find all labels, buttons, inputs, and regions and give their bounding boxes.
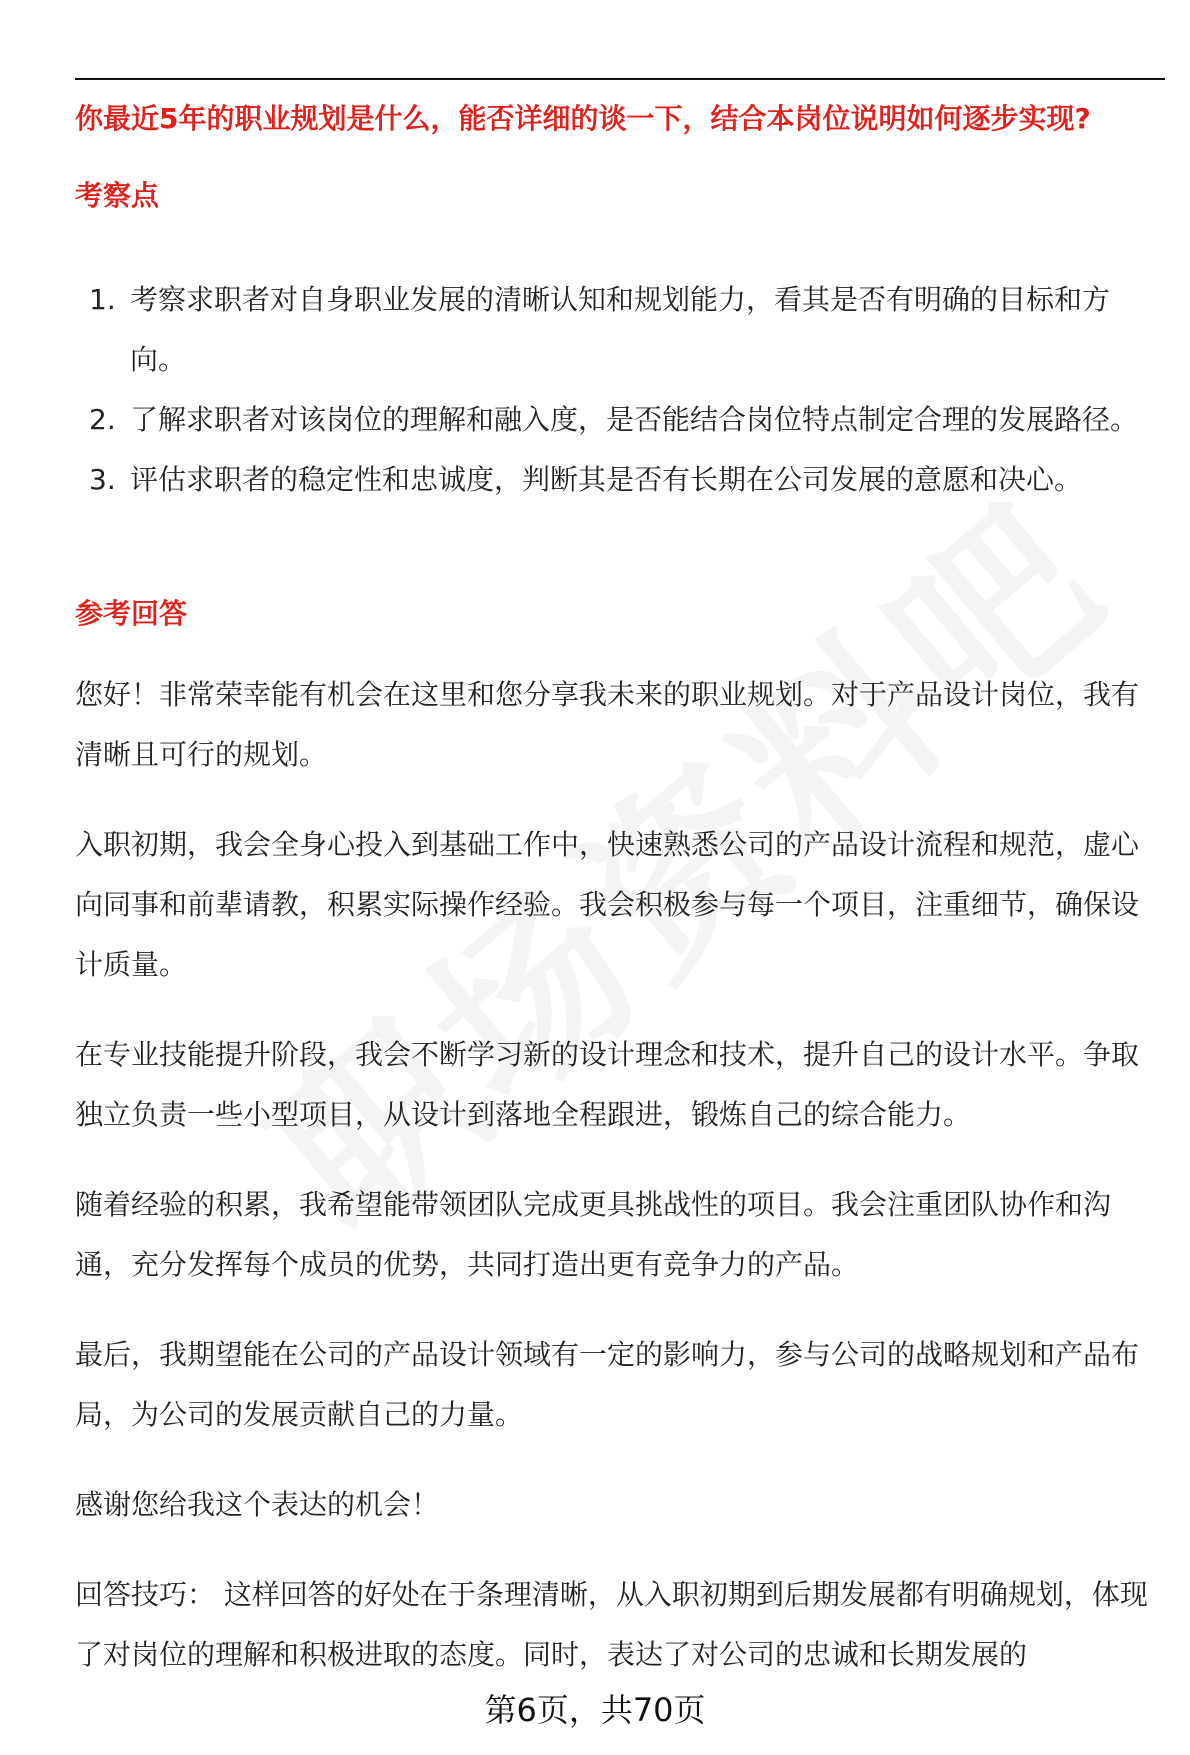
list-item xyxy=(75,270,1160,390)
list-item-text: 考察求职者对自身职业发展的清晰认知和规划能力，看其是否有明确的目标和方向。 xyxy=(130,283,1111,376)
answer-body xyxy=(75,665,1165,1715)
page-number-footer: 第6页，共70页 xyxy=(484,1691,706,1729)
list-item-number: 3. xyxy=(89,463,116,496)
list-item xyxy=(75,450,1160,510)
answer-paragraph: 随着经验的积累，我希望能带领团队完成更具挑战性的项目。我会注重团队协作和沟通，充分发挥每个成员的优势，共同打造出更有竞争力的产品。 xyxy=(75,1188,1112,1281)
points-list xyxy=(75,270,1165,510)
answer-paragraph: 入职初期，我会全身心投入到基础工作中，快速熟悉公司的产品设计流程和规范，虚心向同事和前辈请教，积累实际操作经验。我会积极参与每一个项目，注重细节，确保设计质量。 xyxy=(75,828,1140,981)
answer-tips-paragraph: 回答技巧： 这样回答的好处在于条理清晰，从入职初期到后期发展都有明确规划，体现了对岗位的理解和积极进取的态度。同时，表达了对公司的忠诚和长期发展的 xyxy=(75,1578,1148,1671)
section-title-points: 考察点 xyxy=(75,179,160,212)
answer-paragraph: 最后，我期望能在公司的产品设计领域有一定的影响力，参与公司的战略规划和产品布局，为公司的发展贡献自己的力量。 xyxy=(75,1338,1140,1431)
document-page xyxy=(75,0,1165,1755)
answer-paragraph: 感谢您给我这个表达的机会！ xyxy=(75,1488,440,1521)
list-item xyxy=(75,390,1160,450)
list-item-text: 评估求职者的稳定性和忠诚度，判断其是否有长期在公司发展的意愿和决心。 xyxy=(130,463,1083,496)
question-title: 你最近5年的职业规划是什么，能否详细的谈一下，结合本岗位说明如何逐步实现? xyxy=(75,102,1091,135)
answer-paragraph: 您好！非常荣幸能有机会在这里和您分享我未来的职业规划。对于产品设计岗位，我有清晰且可行的规划。 xyxy=(75,678,1140,771)
list-item-text: 了解求职者对该岗位的理解和融入度，是否能结合岗位特点制定合理的发展路径。 xyxy=(130,403,1139,436)
list-item-number: 1. xyxy=(89,283,116,316)
answer-paragraph: 在专业技能提升阶段，我会不断学习新的设计理念和技术，提升自己的设计水平。争取独立负责一些小型项目，从设计到落地全程跟进，锻炼自己的综合能力。 xyxy=(75,1038,1140,1131)
section-title-answer: 参考回答 xyxy=(75,597,188,630)
list-item-number: 2. xyxy=(89,403,116,436)
top-divider xyxy=(75,78,1165,80)
